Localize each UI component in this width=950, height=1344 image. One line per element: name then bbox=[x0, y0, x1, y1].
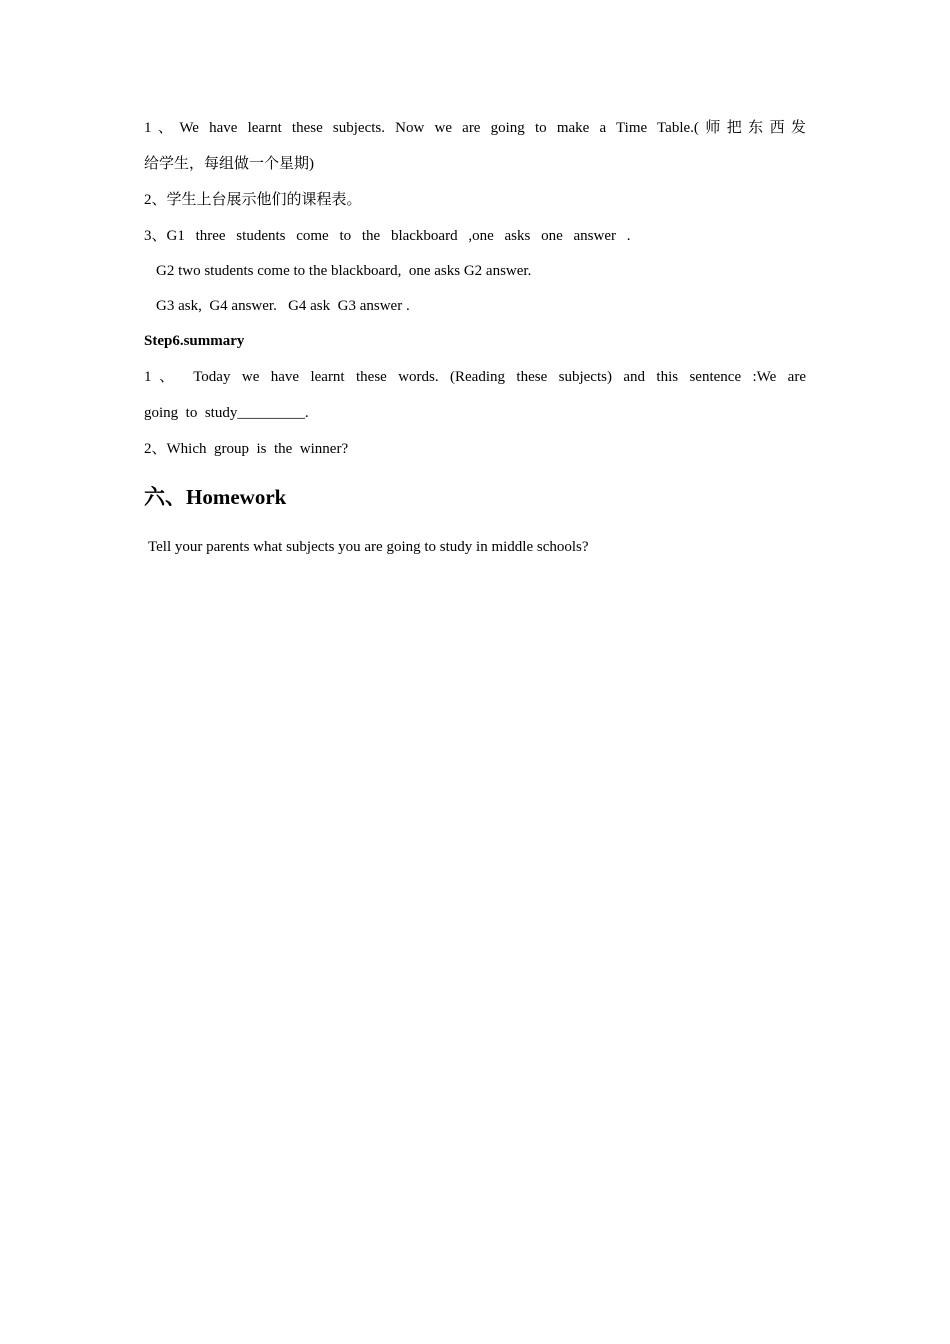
summary-item-1-line-2: going to study_________. bbox=[144, 405, 309, 421]
homework-heading: 六、Homework bbox=[144, 485, 287, 509]
step-item-1-line-2: 给学生，每组做一个星期) bbox=[144, 156, 314, 172]
step-item-2: 2、学生上台展示他们的课程表。 bbox=[144, 192, 362, 208]
step-item-3-line-3: G3 ask, G4 answer. G4 ask G3 answer . bbox=[156, 298, 410, 314]
homework-text: Tell your parents what subjects you are going to study in middle schools? bbox=[148, 539, 589, 555]
summary-item-2: 2、Which group is the winner? bbox=[144, 441, 349, 457]
summary-item-1-line-1: 1、 Today we have learnt these words. (Reading these subjects) and this sentence :We are bbox=[144, 369, 806, 385]
step-item-1-line-1: 1、We have learnt these subjects. Now we are going to make a Time Table.(师把东西发 bbox=[144, 120, 806, 136]
step-item-3-line-1: 3、G1 three students come to the blackboard ,one asks one answer . bbox=[144, 228, 631, 244]
summary-heading: Step6.summary bbox=[144, 333, 245, 349]
step-item-3-line-2: G2 two students come to the blackboard, one asks G2 answer. bbox=[156, 263, 532, 279]
